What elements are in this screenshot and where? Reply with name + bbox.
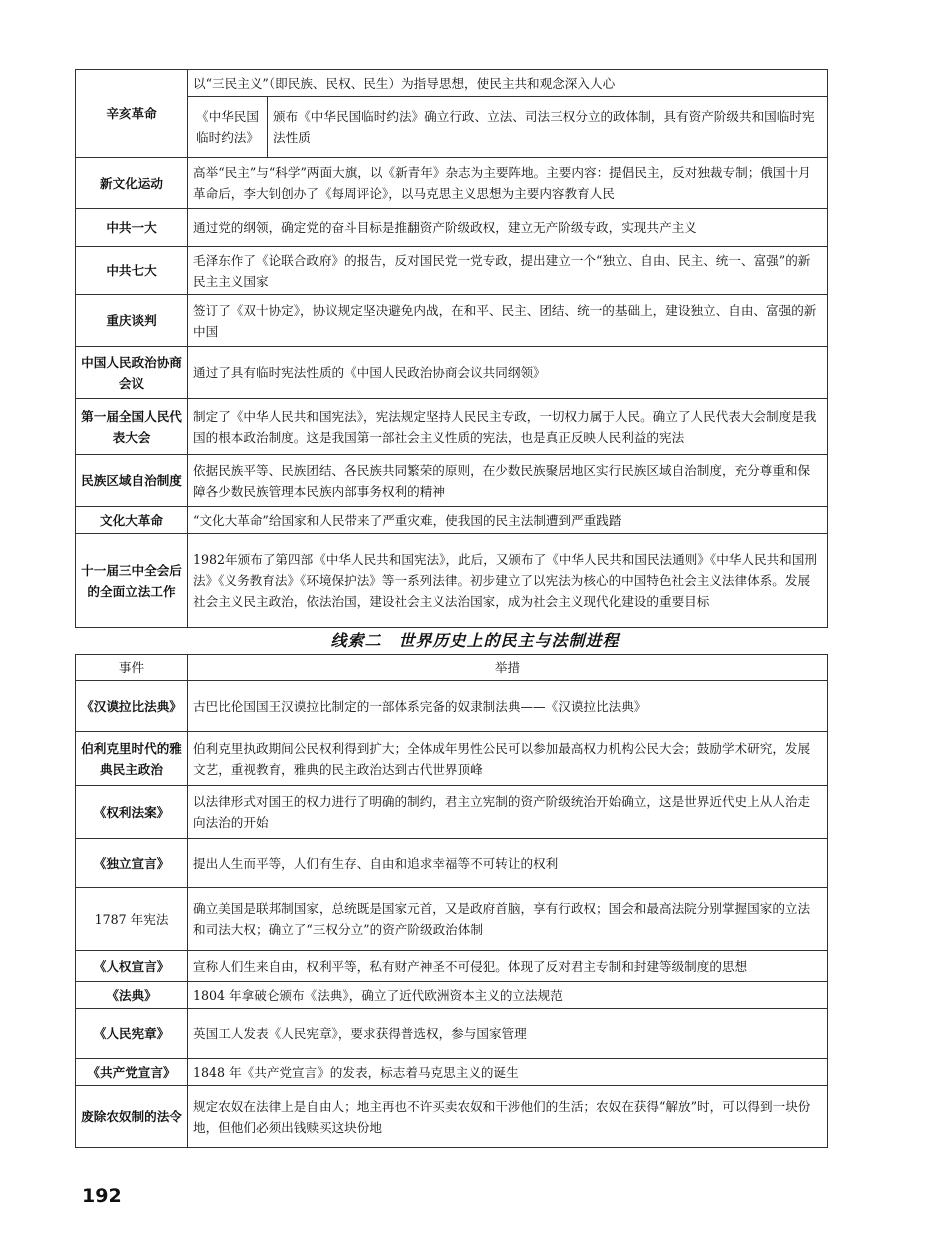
measure-cell: 英国工人发表《人民宪章》，要求获得普选权，参与国家管理 bbox=[188, 1009, 828, 1059]
event-cell: 《汉谟拉比法典》 bbox=[76, 681, 188, 732]
measure-cell: 古巴比伦国国王汉谟拉比制定的一部体系完备的奴隶制法典——《汉谟拉比法典》 bbox=[188, 681, 828, 732]
event-cell: 十一届三中全会后的全面立法工作 bbox=[76, 534, 188, 628]
event-cell: 新文化运动 bbox=[76, 158, 188, 209]
measure-cell: 提出人生而平等，人们有生存、自由和追求幸福等不可转让的权利 bbox=[188, 839, 828, 888]
measure-cell: 签订了《双十协定》，协议规定坚决避免内战，在和平、民主、团结、统一的基础上，建设独立、自由、富强的新中国 bbox=[188, 295, 828, 347]
china-democracy-table bbox=[75, 69, 828, 628]
page-number: 192 bbox=[82, 1185, 122, 1207]
measure-cell: 以法律形式对国王的权力进行了明确的制约，君主立宪制的资产阶级统治开始确立，这是世界近代史上从人治走向法治的开始 bbox=[188, 786, 828, 839]
event-cell: 《人民宪章》 bbox=[76, 1009, 188, 1059]
event-cell: 《独立宣言》 bbox=[76, 839, 188, 888]
event-cell: 《权利法案》 bbox=[76, 786, 188, 839]
measure-cell: 以“三民主义”（即民族、民权、民生）为指导思想，使民主共和观念深入人心 bbox=[188, 70, 828, 97]
sub-event-cell: 《中华民国临时约法》 bbox=[188, 97, 268, 158]
measure-cell: 宣称人们生来自由，权利平等，私有财产神圣不可侵犯。体现了反对君主专制和封建等级制度的思想 bbox=[188, 951, 828, 982]
sub-measure-cell: 颁布《中华民国临时约法》确立行政、立法、司法三权分立的政体制，具有资产阶级共和国临时宪法性质 bbox=[268, 97, 828, 158]
measure-cell: “文化大革命”给国家和人民带来了严重灾难，使我国的民主法制遭到严重践踏 bbox=[188, 507, 828, 534]
measure-cell: 1982年颁布了第四部《中华人民共和国宪法》，此后，又颁布了《中华人民共和国民法通则》《中华人民共和国刑法》《义务教育法》《环境保护法》等一系列法律。初步建立了以宪法为核心的中国特色社会主义法律体系。发展社会主义民主政治，依法治国，建设社会主义法治国家，成为社会主义现代化建设的重要目标 bbox=[188, 534, 828, 628]
measure-cell: 通过了具有临时宪法性质的《中国人民政治协商会议共同纲领》 bbox=[188, 347, 828, 399]
event-cell: 民族区域自治制度 bbox=[76, 455, 188, 507]
world-democracy-table bbox=[75, 654, 828, 1148]
measure-cell: 依据民族平等、民族团结、各民族共同繁荣的原则，在少数民族聚居地区实行民族区域自治制度，充分尊重和保障各少数民族管理本民族内部事务权利的精神 bbox=[188, 455, 828, 507]
measure-cell: 确立美国是联邦制国家，总统既是国家元首，又是政府首脑，享有行政权；国会和最高法院分别掌握国家的立法和司法大权；确立了“三权分立”的资产阶级政治体制 bbox=[188, 888, 828, 951]
event-cell: 中共七大 bbox=[76, 247, 188, 295]
event-cell: 中共一大 bbox=[76, 209, 188, 247]
event-cell: 重庆谈判 bbox=[76, 295, 188, 347]
event-cell: 文化大革命 bbox=[76, 507, 188, 534]
measure-cell: 1848 年《共产党宣言》的发表，标志着马克思主义的诞生 bbox=[188, 1059, 828, 1086]
measure-cell: 毛泽东作了《论联合政府》的报告，反对国民党一党专政，提出建立一个“独立、自由、民主、统一、富强”的新民主主义国家 bbox=[188, 247, 828, 295]
event-cell: 第一届全国人民代表大会 bbox=[76, 399, 188, 455]
measure-cell: 1804 年拿破仑颁布《法典》，确立了近代欧洲资本主义的立法规范 bbox=[188, 982, 828, 1009]
event-cell: 伯利克里时代的雅典民主政治 bbox=[76, 732, 188, 786]
event-cell: 《人权宣言》 bbox=[76, 951, 188, 982]
event-cell: 辛亥革命 bbox=[76, 70, 188, 158]
event-cell: 《法典》 bbox=[76, 982, 188, 1009]
header-measure: 举措 bbox=[188, 655, 828, 681]
measure-cell: 规定农奴在法律上是自由人；地主再也不许买卖农奴和干涉他们的生活；农奴在获得“解放”时，可以得到一块份地，但他们必须出钱赎买这块份地 bbox=[188, 1086, 828, 1148]
measure-cell: 制定了《中华人民共和国宪法》，宪法规定坚持人民民主专政，一切权力属于人民。确立了人民代表大会制度是我国的根本政治制度。这是我国第一部社会主义性质的宪法，也是真正反映人民利益的宪法 bbox=[188, 399, 828, 455]
measure-cell: 高举“民主”与“科学”两面大旗，以《新青年》杂志为主要阵地。主要内容：提倡民主，反对独裁专制；俄国十月革命后，李大钊创办了《每周评论》，以马克思主义思想为主要内容教育人民 bbox=[188, 158, 828, 209]
event-cell: 中国人民政治协商会议 bbox=[76, 347, 188, 399]
event-cell: 废除农奴制的法令 bbox=[76, 1086, 188, 1148]
header-event: 事件 bbox=[76, 655, 188, 681]
measure-cell: 伯利克里执政期间公民权利得到扩大；全体成年男性公民可以参加最高权力机构公民大会；鼓励学术研究，发展文艺，重视教育，雅典的民主政治达到古代世界顶峰 bbox=[188, 732, 828, 786]
event-cell: 《共产党宣言》 bbox=[76, 1059, 188, 1086]
section-title: 线索二 世界历史上的民主与法制进程 bbox=[330, 631, 620, 650]
event-cell: 1787 年宪法 bbox=[76, 888, 188, 951]
measure-cell: 通过党的纲领，确定党的奋斗目标是推翻资产阶级政权，建立无产阶级专政，实现共产主义 bbox=[188, 209, 828, 247]
